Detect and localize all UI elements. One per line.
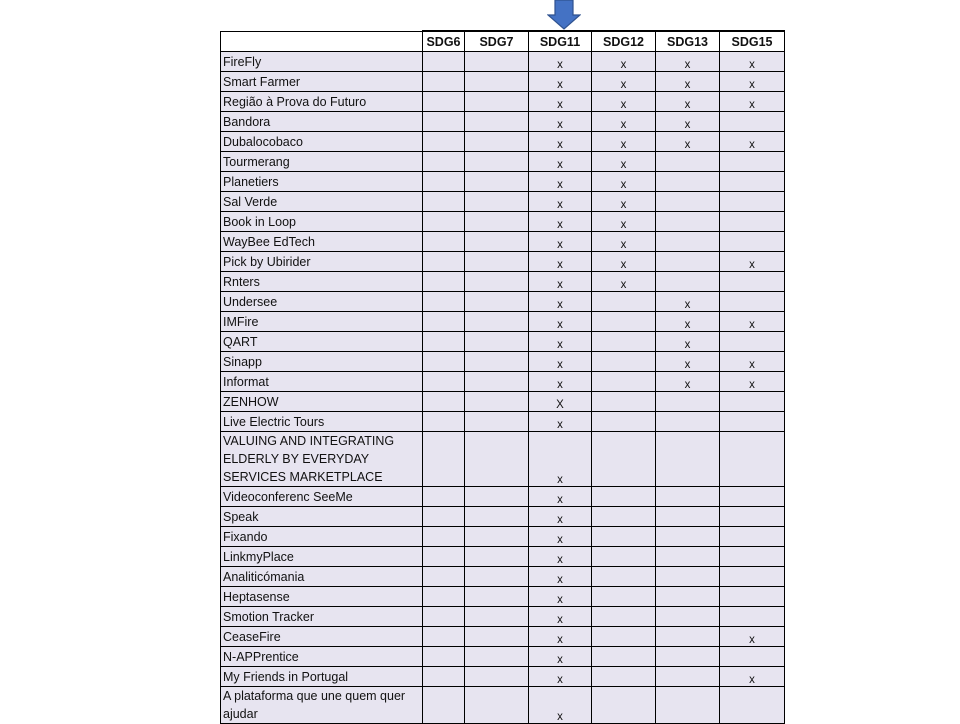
cell-sdg15: [720, 687, 785, 724]
cell-sdg13: [656, 607, 720, 627]
cell-sdg12: x: [592, 72, 656, 92]
cell-sdg6: [423, 252, 465, 272]
cell-sdg6: [423, 507, 465, 527]
cell-sdg12: [592, 332, 656, 352]
header-sdg11: SDG11: [529, 31, 592, 52]
table-row: [221, 392, 785, 412]
cell-sdg11: x: [529, 627, 592, 647]
table-row: [221, 687, 785, 724]
cell-sdg7: [465, 487, 529, 507]
startup-name: Book in Loop: [221, 212, 423, 232]
startup-name: FireFly: [221, 52, 423, 72]
startup-name: QART: [221, 332, 423, 352]
cell-sdg11: x: [529, 132, 592, 152]
cell-sdg11: x: [529, 687, 592, 724]
cell-sdg15: [720, 232, 785, 252]
cell-sdg15: [720, 152, 785, 172]
cell-sdg6: [423, 372, 465, 392]
cell-sdg7: [465, 132, 529, 152]
cell-sdg15: x: [720, 312, 785, 332]
cell-sdg12: [592, 687, 656, 724]
startup-name: Dubalocobaco: [221, 132, 423, 152]
cell-sdg7: [465, 172, 529, 192]
cell-sdg15: [720, 112, 785, 132]
cell-sdg15: [720, 607, 785, 627]
cell-sdg7: [465, 292, 529, 312]
cell-sdg6: [423, 412, 465, 432]
cell-sdg15: x: [720, 132, 785, 152]
cell-sdg7: [465, 352, 529, 372]
cell-sdg11: x: [529, 412, 592, 432]
cell-sdg15: x: [720, 667, 785, 687]
startup-name: Speak: [221, 507, 423, 527]
table-row: [221, 292, 785, 312]
cell-sdg6: [423, 152, 465, 172]
cell-sdg11: x: [529, 667, 592, 687]
table-row: [221, 352, 785, 372]
cell-sdg15: x: [720, 372, 785, 392]
cell-sdg6: [423, 647, 465, 667]
cell-sdg12: [592, 392, 656, 412]
cell-sdg6: [423, 687, 465, 724]
cell-sdg7: [465, 52, 529, 72]
cell-sdg11: x: [529, 172, 592, 192]
cell-sdg7: [465, 547, 529, 567]
cell-sdg11: x: [529, 487, 592, 507]
cell-sdg12: x: [592, 92, 656, 112]
cell-sdg6: [423, 567, 465, 587]
table-row: [221, 152, 785, 172]
cell-sdg11: x: [529, 647, 592, 667]
cell-sdg13: [656, 432, 720, 487]
cell-sdg7: [465, 507, 529, 527]
table-row: [221, 372, 785, 392]
table-row: [221, 507, 785, 527]
cell-sdg11: x: [529, 352, 592, 372]
cell-sdg6: [423, 132, 465, 152]
table-row: [221, 527, 785, 547]
cell-sdg12: [592, 547, 656, 567]
cell-sdg6: [423, 332, 465, 352]
cell-sdg11: x: [529, 607, 592, 627]
header-sdg12: SDG12: [592, 31, 656, 52]
cell-sdg15: [720, 567, 785, 587]
header-sdg13: SDG13: [656, 31, 720, 52]
cell-sdg13: [656, 412, 720, 432]
startup-name: Smart Farmer: [221, 72, 423, 92]
cell-sdg11: x: [529, 507, 592, 527]
cell-sdg13: x: [656, 92, 720, 112]
cell-sdg13: [656, 212, 720, 232]
cell-sdg7: [465, 92, 529, 112]
cell-sdg6: [423, 392, 465, 412]
cell-sdg15: [720, 192, 785, 212]
startup-name: A plataforma que une quem quer ajudar: [221, 687, 423, 724]
cell-sdg15: [720, 432, 785, 487]
cell-sdg6: [423, 487, 465, 507]
cell-sdg6: [423, 72, 465, 92]
cell-sdg12: [592, 607, 656, 627]
cell-sdg7: [465, 567, 529, 587]
startup-name: Sal Verde: [221, 192, 423, 212]
cell-sdg6: [423, 432, 465, 487]
cell-sdg12: [592, 352, 656, 372]
cell-sdg15: [720, 487, 785, 507]
cell-sdg11: x: [529, 52, 592, 72]
cell-sdg7: [465, 152, 529, 172]
cell-sdg11: x: [529, 192, 592, 212]
cell-sdg13: x: [656, 332, 720, 352]
cell-sdg11: x: [529, 232, 592, 252]
startup-name: Undersee: [221, 292, 423, 312]
table-row: [221, 312, 785, 332]
startup-name: Bandora: [221, 112, 423, 132]
cell-sdg13: x: [656, 52, 720, 72]
header-corner: [221, 31, 423, 52]
cell-sdg6: [423, 627, 465, 647]
startup-name: Informat: [221, 372, 423, 392]
cell-sdg7: [465, 667, 529, 687]
table-row: [221, 192, 785, 212]
cell-sdg13: x: [656, 292, 720, 312]
cell-sdg6: [423, 192, 465, 212]
startup-name: Videoconferenc SeeMe: [221, 487, 423, 507]
cell-sdg13: [656, 152, 720, 172]
startup-name: Rnters: [221, 272, 423, 292]
cell-sdg12: [592, 667, 656, 687]
cell-sdg6: [423, 547, 465, 567]
cell-sdg12: [592, 627, 656, 647]
table-row: [221, 332, 785, 352]
cell-sdg12: [592, 312, 656, 332]
startup-name: ZENHOW: [221, 392, 423, 412]
table-row: [221, 587, 785, 607]
cell-sdg6: [423, 232, 465, 252]
cell-sdg15: [720, 507, 785, 527]
cell-sdg6: [423, 272, 465, 292]
startup-name: Fixando: [221, 527, 423, 547]
cell-sdg6: [423, 527, 465, 547]
cell-sdg12: [592, 647, 656, 667]
cell-sdg13: [656, 272, 720, 292]
table-row: [221, 252, 785, 272]
cell-sdg12: [592, 567, 656, 587]
cell-sdg12: [592, 527, 656, 547]
cell-sdg7: [465, 252, 529, 272]
cell-sdg6: [423, 212, 465, 232]
table-row: [221, 432, 785, 487]
startup-name: WayBee EdTech: [221, 232, 423, 252]
cell-sdg11: x: [529, 152, 592, 172]
startup-name: Região à Prova do Futuro: [221, 92, 423, 112]
table-row: [221, 487, 785, 507]
cell-sdg11: x: [529, 567, 592, 587]
cell-sdg15: [720, 212, 785, 232]
cell-sdg15: [720, 412, 785, 432]
cell-sdg13: [656, 172, 720, 192]
cell-sdg12: [592, 432, 656, 487]
cell-sdg12: [592, 292, 656, 312]
cell-sdg7: [465, 527, 529, 547]
cell-sdg13: [656, 252, 720, 272]
cell-sdg13: [656, 507, 720, 527]
cell-sdg6: [423, 92, 465, 112]
cell-sdg13: [656, 627, 720, 647]
table-row: [221, 72, 785, 92]
cell-sdg7: [465, 627, 529, 647]
cell-sdg12: [592, 507, 656, 527]
startup-name: Live Electric Tours: [221, 412, 423, 432]
cell-sdg7: [465, 607, 529, 627]
header-sdg7: SDG7: [465, 31, 529, 52]
cell-sdg7: [465, 412, 529, 432]
table-row: [221, 172, 785, 192]
cell-sdg13: x: [656, 372, 720, 392]
cell-sdg13: [656, 232, 720, 252]
cell-sdg11: x: [529, 527, 592, 547]
cell-sdg7: [465, 312, 529, 332]
cell-sdg7: [465, 392, 529, 412]
cell-sdg7: [465, 687, 529, 724]
cell-sdg13: x: [656, 72, 720, 92]
cell-sdg13: [656, 647, 720, 667]
cell-sdg7: [465, 72, 529, 92]
table-row: [221, 627, 785, 647]
startup-name: Tourmerang: [221, 152, 423, 172]
table-row: [221, 232, 785, 252]
cell-sdg15: [720, 647, 785, 667]
table-row: [221, 212, 785, 232]
cell-sdg11: x: [529, 372, 592, 392]
startup-name: Sinapp: [221, 352, 423, 372]
table-row: [221, 547, 785, 567]
cell-sdg13: [656, 192, 720, 212]
cell-sdg13: x: [656, 312, 720, 332]
cell-sdg6: [423, 667, 465, 687]
cell-sdg6: [423, 607, 465, 627]
cell-sdg15: [720, 392, 785, 412]
table-row: [221, 412, 785, 432]
cell-sdg15: [720, 272, 785, 292]
cell-sdg12: x: [592, 272, 656, 292]
cell-sdg15: [720, 587, 785, 607]
table-row: [221, 132, 785, 152]
cell-sdg12: x: [592, 152, 656, 172]
cell-sdg13: [656, 392, 720, 412]
cell-sdg11: x: [529, 547, 592, 567]
table-row: [221, 52, 785, 72]
startup-name: Smotion Tracker: [221, 607, 423, 627]
sdg-table: [220, 30, 785, 724]
cell-sdg12: [592, 587, 656, 607]
startup-name: CeaseFire: [221, 627, 423, 647]
cell-sdg11: x: [529, 92, 592, 112]
cell-sdg11: x: [529, 332, 592, 352]
header-row: [221, 31, 785, 52]
cell-sdg12: x: [592, 252, 656, 272]
cell-sdg15: x: [720, 72, 785, 92]
cell-sdg6: [423, 312, 465, 332]
startup-name: Pick by Ubirider: [221, 252, 423, 272]
cell-sdg11: x: [529, 252, 592, 272]
table-row: [221, 567, 785, 587]
table-row: [221, 647, 785, 667]
cell-sdg12: x: [592, 52, 656, 72]
header-sdg6: SDG6: [423, 31, 465, 52]
cell-sdg15: [720, 332, 785, 352]
cell-sdg12: x: [592, 192, 656, 212]
cell-sdg11: X: [529, 392, 592, 412]
cell-sdg13: x: [656, 112, 720, 132]
cell-sdg6: [423, 172, 465, 192]
cell-sdg13: [656, 547, 720, 567]
cell-sdg13: [656, 587, 720, 607]
startup-name: Analiticómania: [221, 567, 423, 587]
cell-sdg12: [592, 372, 656, 392]
cell-sdg6: [423, 52, 465, 72]
cell-sdg15: [720, 527, 785, 547]
table-row: [221, 272, 785, 292]
cell-sdg13: [656, 567, 720, 587]
cell-sdg11: x: [529, 112, 592, 132]
cell-sdg11: x: [529, 272, 592, 292]
cell-sdg12: x: [592, 112, 656, 132]
cell-sdg12: x: [592, 172, 656, 192]
cell-sdg12: [592, 412, 656, 432]
cell-sdg15: x: [720, 52, 785, 72]
cell-sdg7: [465, 432, 529, 487]
table-row: [221, 92, 785, 112]
cell-sdg13: x: [656, 132, 720, 152]
cell-sdg7: [465, 647, 529, 667]
cell-sdg12: x: [592, 212, 656, 232]
down-arrow-icon: [547, 0, 581, 30]
table-row: [221, 607, 785, 627]
cell-sdg13: [656, 487, 720, 507]
cell-sdg13: [656, 527, 720, 547]
cell-sdg15: x: [720, 627, 785, 647]
cell-sdg12: x: [592, 232, 656, 252]
cell-sdg7: [465, 332, 529, 352]
cell-sdg11: x: [529, 432, 592, 487]
cell-sdg12: [592, 487, 656, 507]
startup-name: Heptasense: [221, 587, 423, 607]
cell-sdg7: [465, 232, 529, 252]
cell-sdg6: [423, 352, 465, 372]
cell-sdg15: x: [720, 352, 785, 372]
cell-sdg7: [465, 192, 529, 212]
startup-name: N-APPrentice: [221, 647, 423, 667]
cell-sdg11: x: [529, 292, 592, 312]
table-row: [221, 667, 785, 687]
cell-sdg15: [720, 547, 785, 567]
cell-sdg7: [465, 272, 529, 292]
startup-name: LinkmyPlace: [221, 547, 423, 567]
cell-sdg6: [423, 112, 465, 132]
cell-sdg15: x: [720, 252, 785, 272]
cell-sdg6: [423, 587, 465, 607]
cell-sdg13: [656, 687, 720, 724]
startup-name: VALUING AND INTEGRATING ELDERLY BY EVERYDAY SERVICES MARKETPLACE: [221, 432, 423, 487]
cell-sdg11: x: [529, 212, 592, 232]
cell-sdg7: [465, 372, 529, 392]
startup-name: IMFire: [221, 312, 423, 332]
cell-sdg11: x: [529, 72, 592, 92]
cell-sdg6: [423, 292, 465, 312]
header-sdg15: SDG15: [720, 31, 785, 52]
cell-sdg15: x: [720, 92, 785, 112]
startup-name: Planetiers: [221, 172, 423, 192]
cell-sdg15: [720, 172, 785, 192]
cell-sdg11: x: [529, 587, 592, 607]
cell-sdg13: [656, 667, 720, 687]
cell-sdg15: [720, 292, 785, 312]
cell-sdg7: [465, 212, 529, 232]
cell-sdg11: x: [529, 312, 592, 332]
cell-sdg7: [465, 587, 529, 607]
cell-sdg7: [465, 112, 529, 132]
startup-name: My Friends in Portugal: [221, 667, 423, 687]
table-row: [221, 112, 785, 132]
cell-sdg12: x: [592, 132, 656, 152]
cell-sdg13: x: [656, 352, 720, 372]
